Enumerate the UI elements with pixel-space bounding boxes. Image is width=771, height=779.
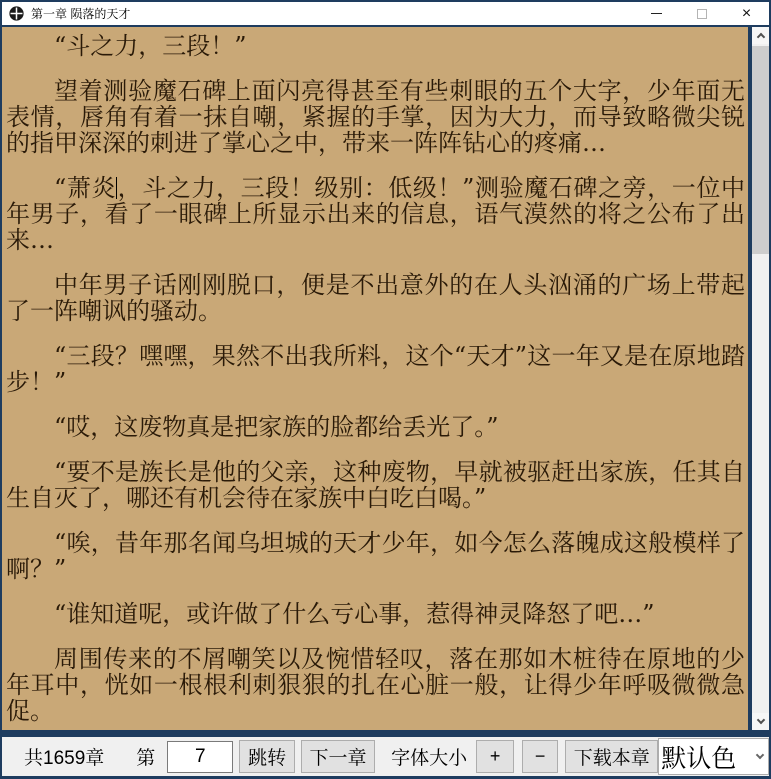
- total-chapters-label: 共1659章: [24, 748, 105, 769]
- maximize-button[interactable]: [679, 2, 724, 25]
- novel-paragraph: “要不是族长是他的父亲，这种废物，早就被驱赶出家族，任其自生自灭了，哪还有机会待在家族中白吃白喝。”: [6, 458, 745, 512]
- novel-paragraph: [6, 175, 745, 253]
- maximize-icon: [697, 9, 707, 19]
- paragraph-text-before-caret: “萧炎: [54, 174, 117, 202]
- scrollbar-up-button[interactable]: [752, 27, 769, 44]
- novel-paragraph: “唉，昔年那名闻乌坦城的天才少年，如今怎么落魄成这般模样了啊？”: [6, 529, 745, 583]
- color-scheme-value: 默认色: [661, 744, 737, 773]
- scrollbar-thumb[interactable]: [752, 46, 769, 254]
- bottom-toolbar: [2, 737, 769, 776]
- paragraph-text-after-caret: ，斗之力，三段！级别：低级！”测验魔石碑之旁，一位中年男子，看了一眼碑上所显示出来的信息，语气漠然的将之公布了出来…: [6, 174, 745, 254]
- font-size-label: 字体大小: [391, 748, 468, 769]
- scrollbar-down-button[interactable]: [752, 713, 769, 730]
- font-increase-button[interactable]: +: [476, 740, 514, 773]
- minimize-button[interactable]: [634, 2, 679, 25]
- jump-button[interactable]: 跳转: [239, 740, 295, 773]
- window-title: 第一章 陨落的天才: [31, 7, 131, 21]
- close-icon: ×: [741, 4, 752, 22]
- novel-paragraph: “斗之力，三段！”: [54, 32, 247, 60]
- chevron-down-icon: [756, 716, 764, 724]
- content-row: [2, 25, 769, 730]
- novel-paragraph: “哎，这废物真是把家族的脸都给丢光了。”: [54, 413, 499, 441]
- novel-paragraph: 周围传来的不屑嘲笑以及惋惜轻叹，落在那如木桩待在原地的少年耳中，恍如一根根利刺狠狠的扎在心脏一般，让得少年呼吸微微急促。: [6, 645, 745, 725]
- novel-paragraph: 望着测验魔石碑上面闪亮得甚至有些刺眼的五个大字，少年面无表情，唇角有着一抹自嘲，紧握的手掌，因为大力，而导致略微尖锐的指甲深深的刺进了掌心之中，带来一阵阵钻心的疼痛…: [6, 77, 745, 157]
- novel-paragraph: “谁知道呢，或许做了什么亏心事，惹得神灵降怒了吧…”: [54, 600, 655, 628]
- novel-paragraph: “三段？嘿嘿，果然不出我所料，这个“天才”这一年又是在原地踏步！”: [6, 342, 745, 396]
- chapter-number-input[interactable]: [167, 741, 233, 773]
- vertical-scrollbar[interactable]: [752, 27, 769, 730]
- novel-paragraph: 中年男子话刚刚脱口，便是不出意外的在人头汹涌的广场上带起了一阵嘲讽的骚动。: [6, 271, 745, 325]
- window-controls: [634, 2, 769, 25]
- novel-text-area[interactable]: [2, 27, 752, 730]
- font-decrease-button[interactable]: −: [522, 740, 558, 773]
- app-globe-icon: [9, 6, 24, 21]
- content-bottom-border: [2, 730, 769, 737]
- close-button[interactable]: [724, 2, 769, 25]
- color-scheme-dropdown[interactable]: [658, 738, 769, 775]
- title-bar: [2, 2, 769, 25]
- download-chapter-button[interactable]: 下载本章: [565, 740, 658, 773]
- next-chapter-button[interactable]: 下一章: [301, 740, 375, 773]
- chapter-number-prefix-label: 第: [136, 748, 156, 769]
- dropdown-chevron-icon: [756, 751, 764, 759]
- minimize-icon: [651, 13, 662, 14]
- chevron-up-icon: [756, 33, 764, 41]
